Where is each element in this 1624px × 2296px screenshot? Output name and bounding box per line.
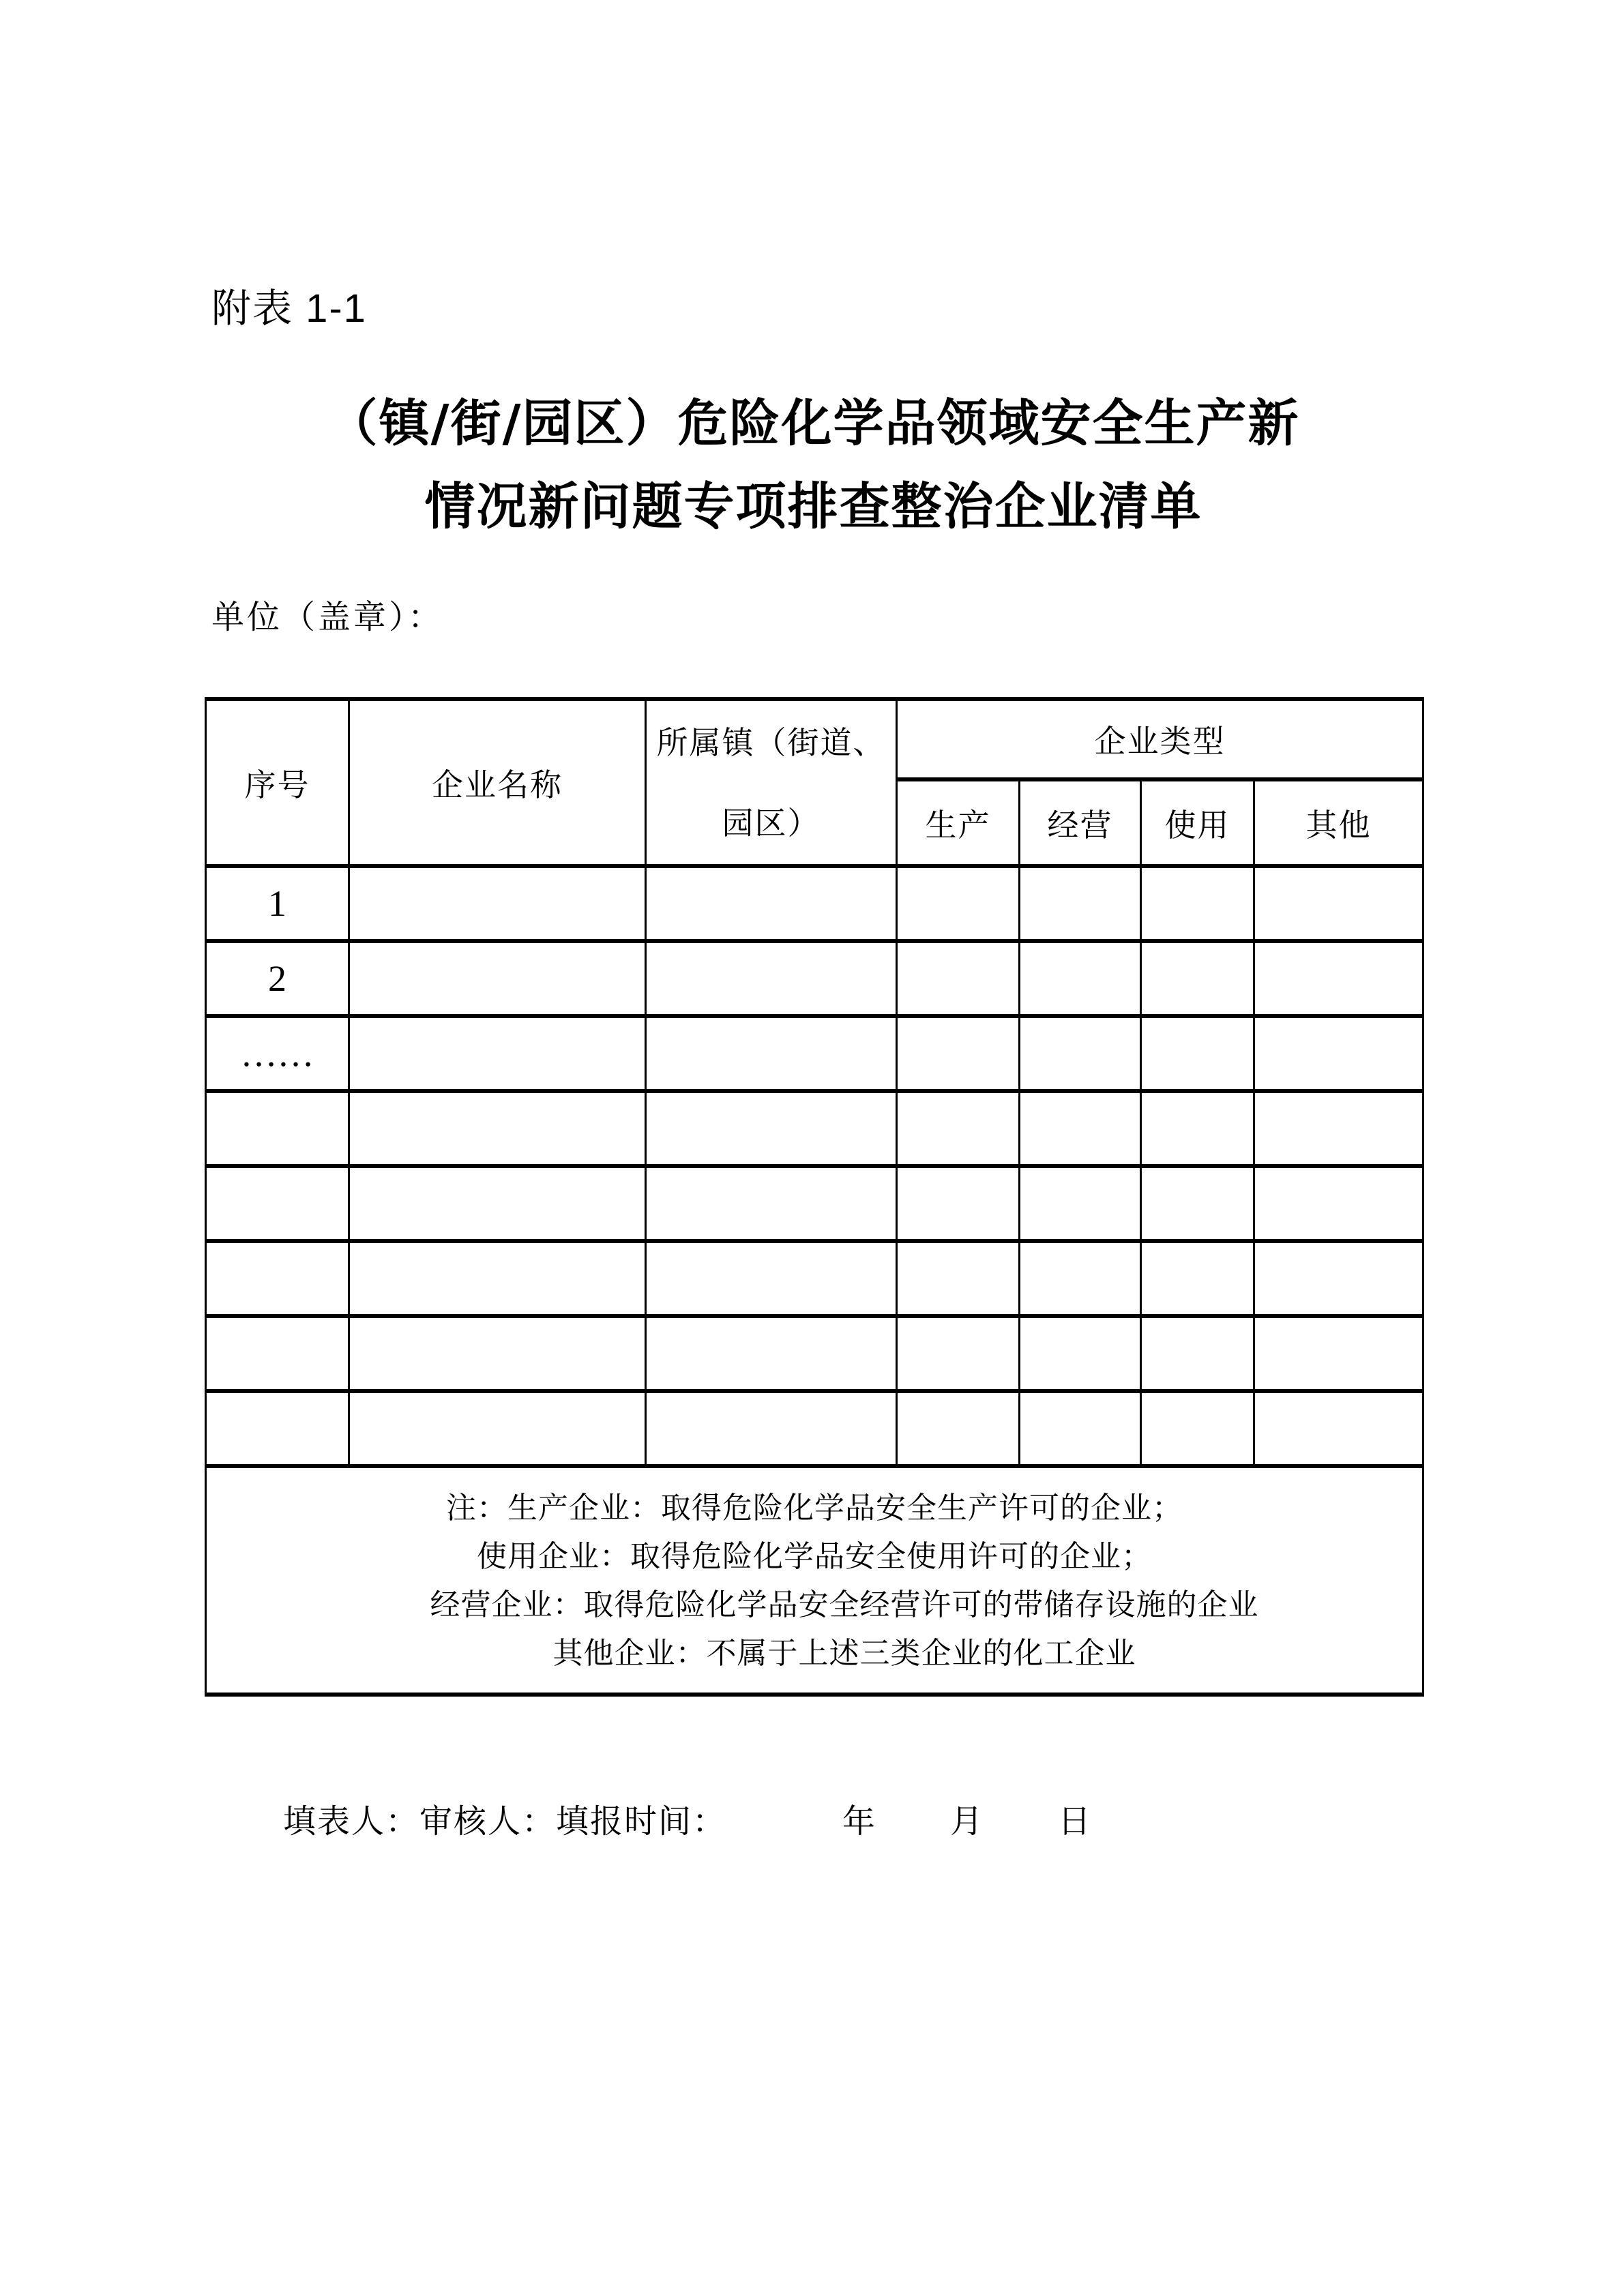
table-row [206,1391,1423,1466]
cell-type-usage [1141,1316,1254,1391]
header-type-usage: 使用 [1141,779,1254,866]
cell-type-usage [1141,941,1254,1016]
table-row [206,1316,1423,1391]
cell-type-operation [1020,1241,1141,1316]
footer-signers-label: 填表人：审核人：填报时间： [283,1804,727,1840]
header-company-type-group: 企业类型 [897,699,1423,779]
row-index [206,1091,349,1166]
footer-month-label: 月 [950,1804,985,1840]
cell-town [646,866,897,941]
cell-type-other [1254,1391,1423,1466]
table-row [206,1091,1423,1166]
cell-town [646,1016,897,1091]
cell-company-name [349,1391,646,1466]
document-title [205,382,1422,548]
cell-type-operation [1020,866,1141,941]
note-line-production: 注：生产企业：取得危险化学品安全生产许可的企业； [446,1491,1183,1525]
cell-type-usage [1141,1241,1254,1316]
header-town: 所属镇（街道、园区） [646,699,897,866]
row-index [206,1391,349,1466]
note-cell [206,1466,1423,1695]
note-row [206,1466,1423,1695]
cell-type-operation [1020,941,1141,1016]
table-row [206,1241,1423,1316]
cell-type-usage [1141,1391,1254,1466]
cell-company-name [349,941,646,1016]
row-index: 1 [206,866,349,941]
table-row [206,941,1423,1016]
cell-type-operation [1020,1391,1141,1466]
cell-type-production [897,1316,1020,1391]
cell-type-operation [1020,1316,1141,1391]
cell-type-production [897,941,1020,1016]
cell-town [646,1091,897,1166]
cell-type-operation [1020,1091,1141,1166]
cell-type-other [1254,1241,1423,1316]
form-footer [283,1795,1092,1842]
cell-town [646,1241,897,1316]
cell-type-other [1254,1316,1423,1391]
cell-type-operation [1020,1016,1141,1091]
row-index: …… [206,1016,349,1091]
cell-type-usage [1141,866,1254,941]
footer-day-label: 日 [1058,1804,1093,1840]
cell-company-name [349,866,646,941]
cell-type-production [897,1091,1020,1166]
header-type-operation: 经营 [1020,779,1141,866]
cell-type-usage [1141,1091,1254,1166]
cell-type-other [1254,1091,1423,1166]
note-line-operation: 经营企业：取得危险化学品安全经营许可的带储存设施的企业 [430,1587,1259,1622]
header-type-other: 其他 [1254,779,1423,866]
note-line-usage: 使用企业：取得危险化学品安全使用许可的企业； [477,1539,1152,1573]
cell-type-production [897,1391,1020,1466]
cell-type-production [897,866,1020,941]
table-row [206,1016,1423,1091]
cell-type-usage [1141,1016,1254,1091]
cell-type-production [897,1166,1020,1241]
row-index [206,1316,349,1391]
cell-type-other [1254,1166,1423,1241]
unit-seal-label: 单位（盖章）： [211,599,444,636]
cell-type-production [897,1241,1020,1316]
footer-year-label: 年 [842,1804,877,1840]
row-index: 2 [206,941,349,1016]
table-row [206,866,1423,941]
attachment-label: 附表 1-1 [211,286,367,331]
enterprise-list-table [205,697,1424,1697]
cell-town [646,941,897,1016]
cell-type-other [1254,941,1423,1016]
cell-type-other [1254,1016,1423,1091]
cell-type-other [1254,866,1423,941]
document-title-line2: 情况新问题专项排查整治企业清单 [424,477,1202,536]
document-title-line1: （镇/街/园区）危险化学品领域安全生产新 [327,394,1300,453]
cell-company-name [349,1016,646,1091]
header-company-name: 企业名称 [349,699,646,866]
header-type-production: 生产 [897,779,1020,866]
cell-town [646,1316,897,1391]
cell-company-name [349,1316,646,1391]
row-index [206,1166,349,1241]
table-row [206,1166,1423,1241]
cell-town [646,1391,897,1466]
cell-type-operation [1020,1166,1141,1241]
cell-type-usage [1141,1166,1254,1241]
header-index: 序号 [206,699,349,866]
row-index [206,1241,349,1316]
cell-type-production [897,1016,1020,1091]
cell-town [646,1166,897,1241]
cell-company-name [349,1166,646,1241]
cell-company-name [349,1091,646,1166]
note-line-other: 其他企业：不属于上述三类企业的化工企业 [552,1636,1136,1670]
cell-company-name [349,1241,646,1316]
